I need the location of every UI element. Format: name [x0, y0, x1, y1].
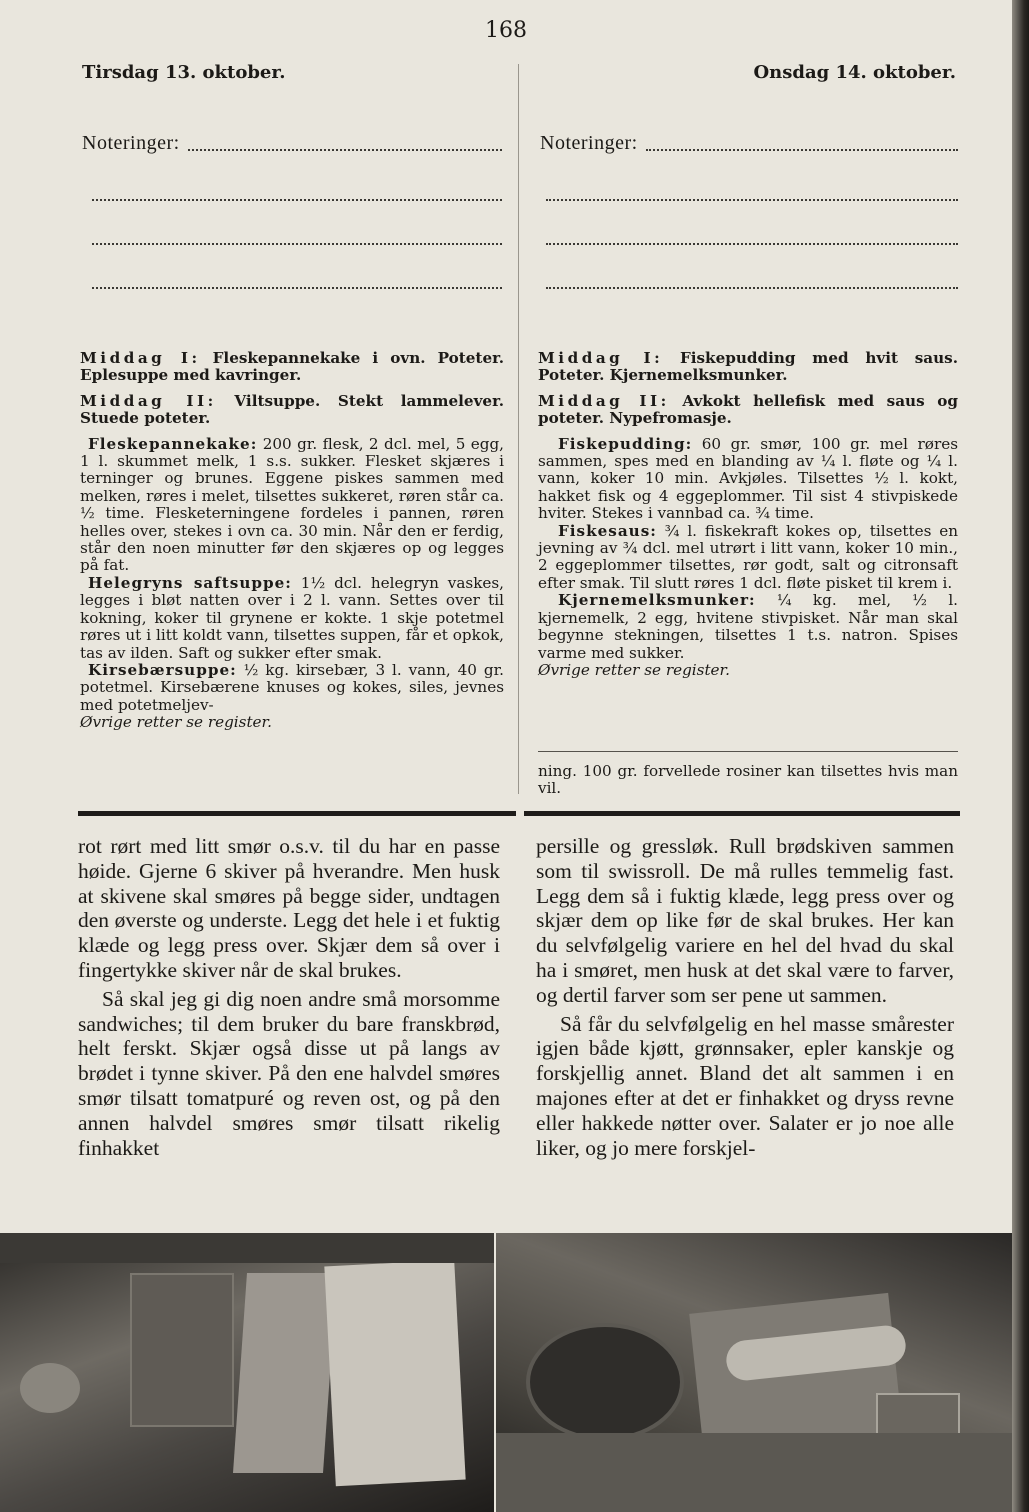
recipe-kjernemelksmunker: Kjernemelksmunker: ¼ kg. mel, ½ l. kjernemelk, 2 egg, hvitene stivpisket. Når man skal begynne stekningen, tilsettes 1 t.s. natron. Spises varme med sukker.	[538, 591, 959, 662]
right-day-heading: Onsdag 14. oktober.	[753, 62, 956, 83]
left-recipe-column	[80, 350, 504, 732]
photo-swissroll-sandwiches	[496, 1233, 1012, 1512]
notes-line	[546, 241, 958, 245]
left-footer-note: Øvrige retter se register.	[80, 713, 272, 732]
column-divider	[518, 64, 519, 794]
notes-line	[646, 147, 958, 151]
left-notes-section	[82, 132, 502, 289]
right-middag-2: Middag II: Avkokt hellefisk med saus og poteter. Nypefromasje.	[538, 391, 958, 428]
right-notes-section	[540, 132, 958, 289]
recipe-fiskesaus: Fiskesaus: ¾ l. fiskekraft kokes op, tilsettes en jevning av ¾ dcl. mel utrørt i litt vann, koker 10 min., 2 eggeplommer tilsettes, rør godt, salt og citronsaft efter smak. Til slutt røres 1 dcl. fløte pisket til krem i.	[538, 521, 958, 592]
notes-line	[92, 197, 502, 201]
recipe-fiskepudding: Fiskepudding: 60 gr. smør, 100 gr. mel røres sammen, spes med en blanding av ¼ l. fløte og ¼ l. vann, koker 10 min. Avkjøles. Tilsettes ½ l. kokt, hakket fisk og 4 eggeplommer. Til sist 4 stivpiskede hviter. Stekes i vannbad ca. ¾ time.	[538, 434, 958, 523]
left-day-heading: Tirsdag 13. oktober.	[82, 62, 286, 83]
right-footer-note: Øvrige retter se register.	[538, 660, 730, 679]
page-number: 168	[485, 18, 527, 43]
article-paragraph: Så skal jeg gi dig noen andre små morsomme sandwiches; til dem bruker du bare franskbrød, helt ferskt. Skjær også disse ut på langs av brødet i tynne skiver. På den ene halvdel smøres smør tilsatt tomatpuré og reven ost, og på den annen halvdel smøres smør tilsatt rikelig finhakket	[78, 986, 500, 1160]
notes-line	[188, 147, 502, 151]
article-right-column	[536, 834, 954, 1160]
right-middag-1: Middag I: Fiskepudding med hvit saus. Poteter. Kjernemelksmunker.	[538, 349, 958, 385]
article-paragraph: persille og gressløk. Rull brødskiven sammen som til swissroll. De må rulles temmelig fast. Legg dem så i fuktig klæde, legg press over og skjær dem op like før de skal brukes. Her kan du selvfølgelig variere en hel del hvad du skal ha i smøret, men husk at det skal være to farver, og dertil farver som ser pene ut sammen.	[536, 834, 954, 1007]
left-middag-1: Middag I: Fleskepannekake i ovn. Poteter. Eplesuppe med kavringer.	[80, 349, 504, 385]
right-recipe-column	[538, 350, 958, 679]
recipe-fleskepannekake: Fleskepannekake: 200 gr. flesk, 2 dcl. mel, 5 egg, 1 l. skummet melk, 1 s.s. sukker. Flesket skjæres i terninger og brunes. Eggene piskes sammen med melken, røres i melet, tilsettes sukkeret, røren står ca. ½ time. Flesketerningene fordeles i pannen, røren helles over, stekes i ovn ca. 30 min. Når den er ferdig, står den noen minutter før den skjæres op og legges på fat.	[80, 434, 505, 575]
notes-line	[546, 285, 958, 289]
recipe-helegryns-saftsuppe: Helegryns saftsuppe: 1½ dcl. helegryn vaskes, legges i bløt natten over i 2 l. vann. Settes over til kokning, koker til grynene er kokte. 1 skje potetmel røres ut i litt koldt vann, tilsettes suppen, får et opkok, tas av ilden. Saft og sukker efter smak.	[80, 573, 505, 662]
article-paragraph: rot rørt med litt smør o.s.v. til du har en passe høide. Gjerne 6 skiver på hverandre. Men husk at skivene skal smøres på begge sider, undtagen den øverste og underste. Legg det hele i et fuktig klæde og legg press over. Skjær dem så over i fingertykke skiver når de skal brukes.	[78, 834, 500, 982]
continuation-rule	[538, 751, 958, 752]
right-notes-label: Noteringer:	[540, 132, 638, 154]
left-notes-label: Noteringer:	[82, 132, 180, 154]
notes-line	[92, 241, 502, 245]
right-continuation: ning. 100 gr. forvellede rosiner kan tilsettes hvis man vil.	[538, 762, 958, 798]
article-left-column	[78, 834, 500, 1160]
left-middag-2: Middag II: Viltsuppe. Stekt lammelever. Stuede poteter.	[80, 391, 504, 428]
recipe-kirsebaersuppe: Kirsebærsuppe: ½ kg. kirsebær, 3 l. vann, 40 gr. potetmel. Kirsebærene knuses og kokes, siles, jevnes med potetmeljev-	[80, 660, 505, 714]
article-paragraph: Så får du selvfølgelig en hel masse smårester igjen både kjøtt, grønnsaker, epler kanskje og forskjellig annet. Bland det alt sammen i en majones efter at det er finhakket og dryss revne eller hakkede nøtter over. Salater er jo noe alle liker, og jo mere forskjel-	[536, 1011, 954, 1160]
notes-line	[92, 285, 502, 289]
notes-line	[546, 197, 958, 201]
book-binding-edge	[1012, 0, 1029, 1512]
photo-sandwich-cutting	[0, 1233, 494, 1512]
